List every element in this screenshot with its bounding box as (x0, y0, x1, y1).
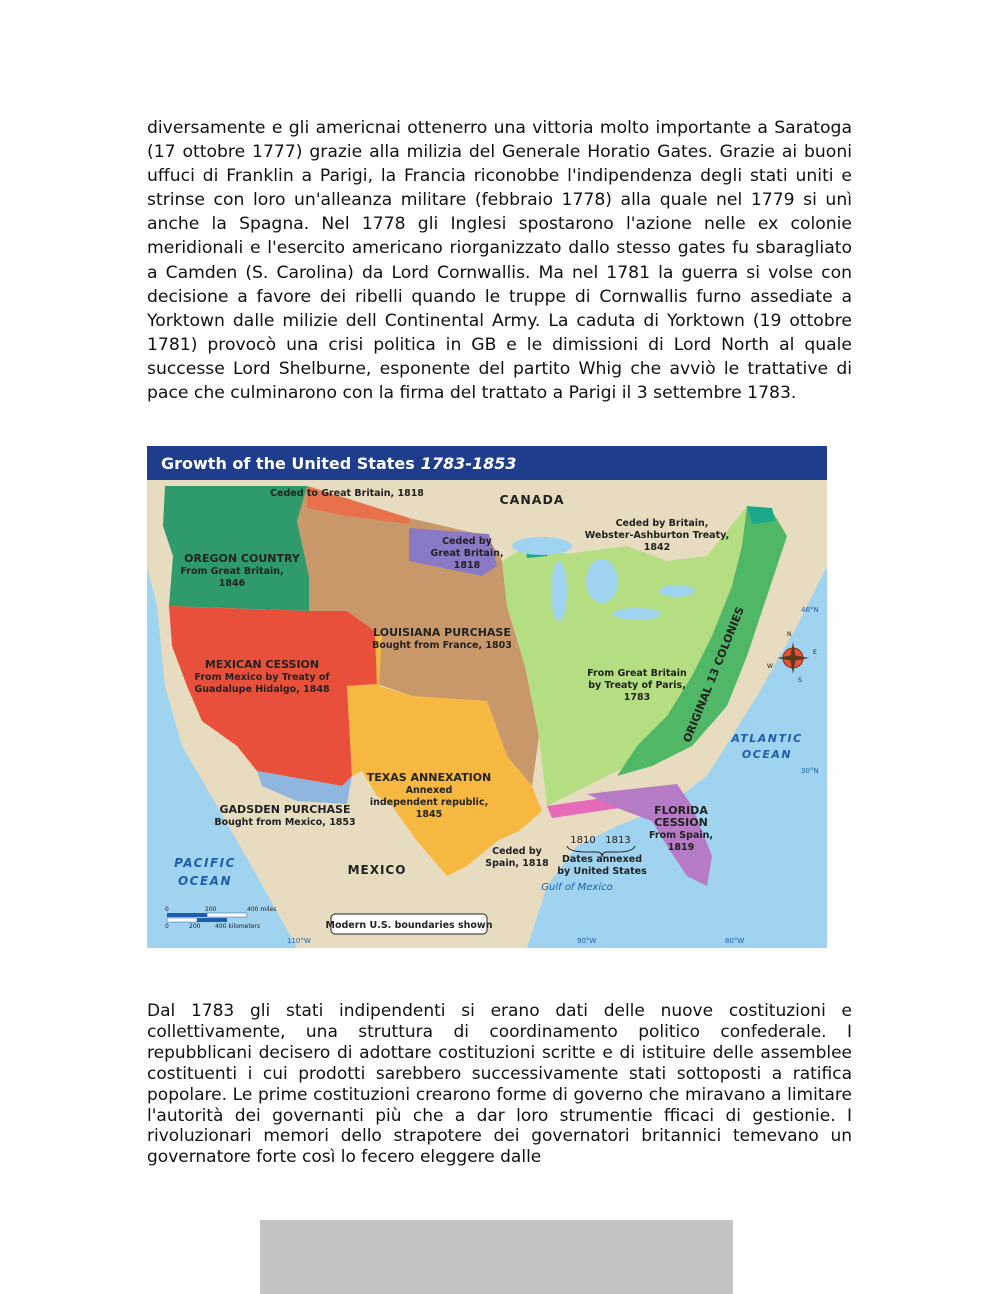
label-texas-3: independent republic, (369, 797, 489, 808)
label-florida-3: From Spain, (649, 830, 713, 841)
lake-erie (613, 608, 661, 620)
label-ceded-spain-2: Spain, 1818 (485, 858, 549, 869)
label-florida-4: 1819 (667, 842, 695, 853)
label-ceded-gb-1818: Ceded to Great Britain, 1818 (270, 488, 424, 499)
label-mexican-3: Guadalupe Hidalgo, 1848 (194, 684, 330, 695)
label-pacific-1: PACIFIC (174, 856, 236, 870)
label-atlantic-2: OCEAN (741, 748, 793, 761)
lake-ontario (659, 585, 695, 597)
label-1813: 1813 (605, 835, 631, 846)
label-paris-1: From Great Britain (587, 668, 687, 679)
label-gadsden-1: GADSDEN PURCHASE (219, 803, 351, 816)
svg-text:S: S (798, 677, 802, 684)
paragraph-2: Dal 1783 gli stati indipendenti si erano dati delle nuove costituzioni e collettivamente, una struttura di coordinamento politico confederale. I repubblicani decisero di adottare costituzioni scritte e di istituire delle assemblee costituenti i cui prodotti sarebbero successivamente stati sottoposti a ratifica popolare. Le prime costituzioni crearono forme di governo che miravano a limitare l'autorità dei governanti più che a dar loro strumentie fficaci di gestionie. I rivoluzionari memori dello strapotere dei governatori britannici temevano un governatore forte così lo fecero eleggere dalle (147, 1001, 852, 1168)
label-oregon-1: OREGON COUNTRY (184, 552, 300, 565)
modern-boundaries-label: Modern U.S. boundaries shown (325, 920, 493, 931)
label-lon-90: 90°W (577, 937, 597, 945)
label-paris-2: by Treaty of Paris, (588, 680, 686, 691)
label-louisiana-2: Bought from France, 1803 (372, 640, 512, 651)
lake-huron (586, 559, 618, 603)
label-original13: ORIGINAL 13 COLONIES (680, 605, 747, 745)
svg-text:200: 200 (189, 923, 201, 930)
label-webster-3: 1842 (643, 542, 671, 553)
label-texas-2: Annexed (405, 785, 453, 796)
svg-text:400 miles: 400 miles (247, 906, 277, 913)
label-ceded-spain-1: Ceded by (492, 846, 542, 857)
label-oregon-3: 1846 (218, 578, 246, 589)
svg-text:W: W (767, 663, 773, 670)
label-dates-annexed-2: by United States (557, 866, 647, 877)
label-texas-1: TEXAS ANNEXATION (366, 771, 492, 784)
label-lat-46: 46°N (801, 606, 819, 614)
paragraph-1: diversamente e gli americnai ottenerro una vittoria molto importante a Saratoga (17 ottobre 1777) grazie alla milizia del Generale Horatio Gates. Grazie ai buoni uffuci di Franklin a Parigi, la Francia riconobbe l'indipendenza degli stati uniti e strinse con loro un'alleanza militare (febbraio 1778) alla quale nel 1779 si unì anche la Spagna. Nel 1778 gli Inglesi spostarono l'azione nelle ex colonie meridionali e l'esercito americano riorganizzato dallo stesso gates fu sbaragliato a Camden (S. Carolina) da Lord Cornwallis. Ma nel 1781 la guerra si volse con decisione a favore dei ribelli quando le truppe di Cornwallis furno assediate a Yorktown dalle milizie dell Continental Army. La caduta di Yorktown (19 ottobre 1781) provocò una crisi politica in GB e le dimissioni di Lord North al quale successe Lord Shelburne, esponente del partito Whig che avviò le trattative di pace che culminarono con la firma del trattato a Parigi il 3 settembre 1783. (147, 118, 852, 404)
label-gadsden-2: Bought from Mexico, 1853 (214, 817, 356, 828)
label-louisiana-1: LOUISIANA PURCHASE (373, 626, 511, 639)
label-oregon-2: From Great Britain, (180, 566, 284, 577)
label-dates-annexed-1: Dates annexed (562, 854, 642, 865)
lake-superior (512, 537, 572, 555)
label-webster-2: Webster-Ashburton Treaty, (584, 530, 730, 541)
label-lon-110: 110°W (287, 937, 311, 945)
label-ceded-by-gb-1: Ceded by (442, 536, 492, 547)
svg-text:0: 0 (165, 923, 169, 930)
label-texas-4: 1845 (415, 809, 443, 820)
label-webster-1: Ceded by Britain, (615, 518, 709, 529)
label-ceded-by-gb-2: Great Britain, (430, 548, 504, 559)
label-lat-30: 30°N (801, 767, 819, 775)
label-florida-2: CESSION (654, 816, 708, 829)
label-mexican-1: MEXICAN CESSION (204, 658, 320, 671)
label-ceded-by-gb-3: 1818 (453, 560, 481, 571)
gray-placeholder-block (260, 1220, 733, 1294)
label-canada: CANADA (499, 492, 565, 507)
svg-text:N: N (787, 631, 792, 638)
label-atlantic-1: ATLANTIC (731, 732, 803, 745)
svg-text:E: E (813, 649, 817, 656)
label-mexican-2: From Mexico by Treaty of (194, 672, 330, 683)
label-florida-1: FLORIDA (654, 804, 708, 817)
us-growth-map (147, 446, 827, 948)
label-mexico: MEXICO (347, 863, 407, 877)
lake-michigan (551, 561, 567, 621)
label-pacific-2: OCEAN (177, 874, 233, 888)
svg-text:200: 200 (205, 906, 217, 913)
label-1810: 1810 (570, 835, 596, 846)
oregon-region (163, 486, 309, 611)
svg-text:0: 0 (165, 906, 169, 913)
label-gulf: Gulf of Mexico (541, 882, 613, 893)
label-paris-3: 1783 (623, 692, 651, 703)
map-title: Growth of the United States 1783-1853 (161, 454, 517, 473)
label-lon-80: 80°W (725, 937, 745, 945)
svg-text:400 kilometers: 400 kilometers (215, 923, 261, 930)
